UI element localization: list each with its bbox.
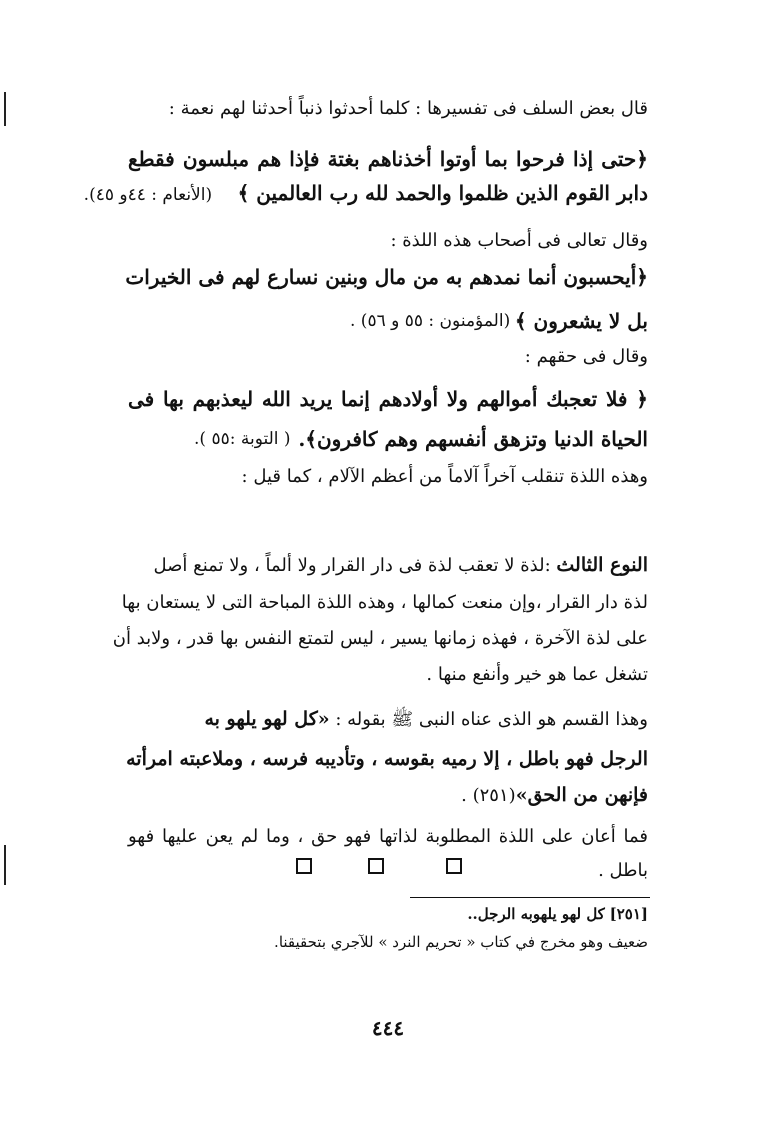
text-line-19: فما أعان على اللذة المطلوبة لذاتها فهو حق ، وما لم يعن عليها فهو [128, 826, 648, 847]
text-line-14: على لذة الآخرة ، فهذه زمانها يسير ، ليس لتمتع النفس بها قدر ، ولابد أن [112, 628, 648, 649]
text-line-20: باطل . [598, 860, 648, 881]
text-continuation: :لذة لا تعقب لذة فى دار القرار ولا ألماً ، ولا تمنع أصل [153, 555, 557, 576]
verse-reference: ( التوبة :٥٥ ). [194, 429, 291, 449]
footnote-title: كل لهو يلهوبه الرجل.. [467, 905, 605, 923]
scan-edge-mark [4, 845, 6, 885]
quran-verse-tawba-1: ﴿ فلا تعجبك أموالهم ولا أولادهم إنما يريد الله ليعذبهم بها فى [128, 387, 648, 411]
text-line-7: وقال فى حقهم : [524, 346, 648, 367]
verse-reference: (الأنعام : ٤٤و ٤٥). [83, 185, 213, 205]
poetry-verse [128, 508, 648, 540]
quran-verse-tawba-2 [128, 424, 648, 454]
hadith-text: «كل لهو يلهو به [204, 708, 330, 730]
text-plain: وهذا القسم هو الذى عناه النبى ﷺ بقوله : [329, 709, 648, 730]
hadith-intro-line [128, 704, 648, 734]
text-line-15: تشغل عما هو خير وأنفع منها . [426, 664, 648, 685]
placeholder-squares [290, 858, 470, 880]
footnote-heading [128, 902, 648, 926]
page-number: ٤٤٤ [371, 1016, 405, 1040]
text-line-10: وهذه اللذة تنقلب آخراً آلاماً من أعظم الآلام ، كما قيل : [241, 466, 648, 487]
quran-verse-muminun-1: ﴿أيحسبون أنما نمدهم به من مال وبنين نسارع لهم فى الخيرات [125, 265, 648, 289]
text-line-1: قال بعض السلف فى تفسيرها : كلما أحدثوا ذنباً أحدثنا لهم نعمة : [168, 98, 648, 119]
hadith-text-line-3 [128, 780, 648, 810]
text-line-13: لذة دار القرار ،وإن منعت كمالها ، وهذه اللذة المباحة التى لا يستعان بها [121, 592, 648, 613]
quran-verse-text: دابر القوم الذين ظلموا والحمد لله رب العالمين ﴾ [237, 181, 648, 205]
quran-verse-text: بل لا يشعرون ﴾ [514, 309, 648, 333]
quran-verse-anam-2 [83, 178, 648, 208]
footnote-marker: (٢٥١) . [461, 785, 516, 806]
quran-verse-text: الحياة الدنيا وتزهق أنفسهم وهم كافرون﴾. [298, 427, 648, 451]
text-line-12 [128, 550, 648, 580]
verse-reference: (المؤمنون : ٥٥ و ٥٦) . [350, 311, 511, 331]
footnote-text: ضعيف وهو مخرج في كتاب « تحريم النرد » للآجري بتحقيقنا. [274, 933, 648, 951]
footnote-number: [٢٥١] [609, 905, 648, 923]
section-heading-third-type: النوع الثالث [556, 554, 648, 576]
text-line-4: وقال تعالى فى أصحاب هذه اللذة : [390, 230, 648, 251]
square-glyph [368, 858, 384, 874]
square-glyph [296, 858, 312, 874]
square-glyph [446, 858, 462, 874]
scan-edge-mark [4, 92, 6, 126]
quran-verse-anam-1: ﴿حتى إذا فرحوا بما أوتوا أخذناهم بغتة فإذا هم مبلسون فقطع [128, 147, 648, 171]
hadith-text: فإنهن من الحق» [515, 784, 648, 806]
footnote-separator [410, 897, 650, 898]
hadith-text-line-2: الرجل فهو باطل ، إلا رميه بقوسه ، وتأديبه فرسه ، وملاعبته امرأته [126, 748, 648, 770]
quran-verse-muminun-2 [128, 306, 648, 336]
